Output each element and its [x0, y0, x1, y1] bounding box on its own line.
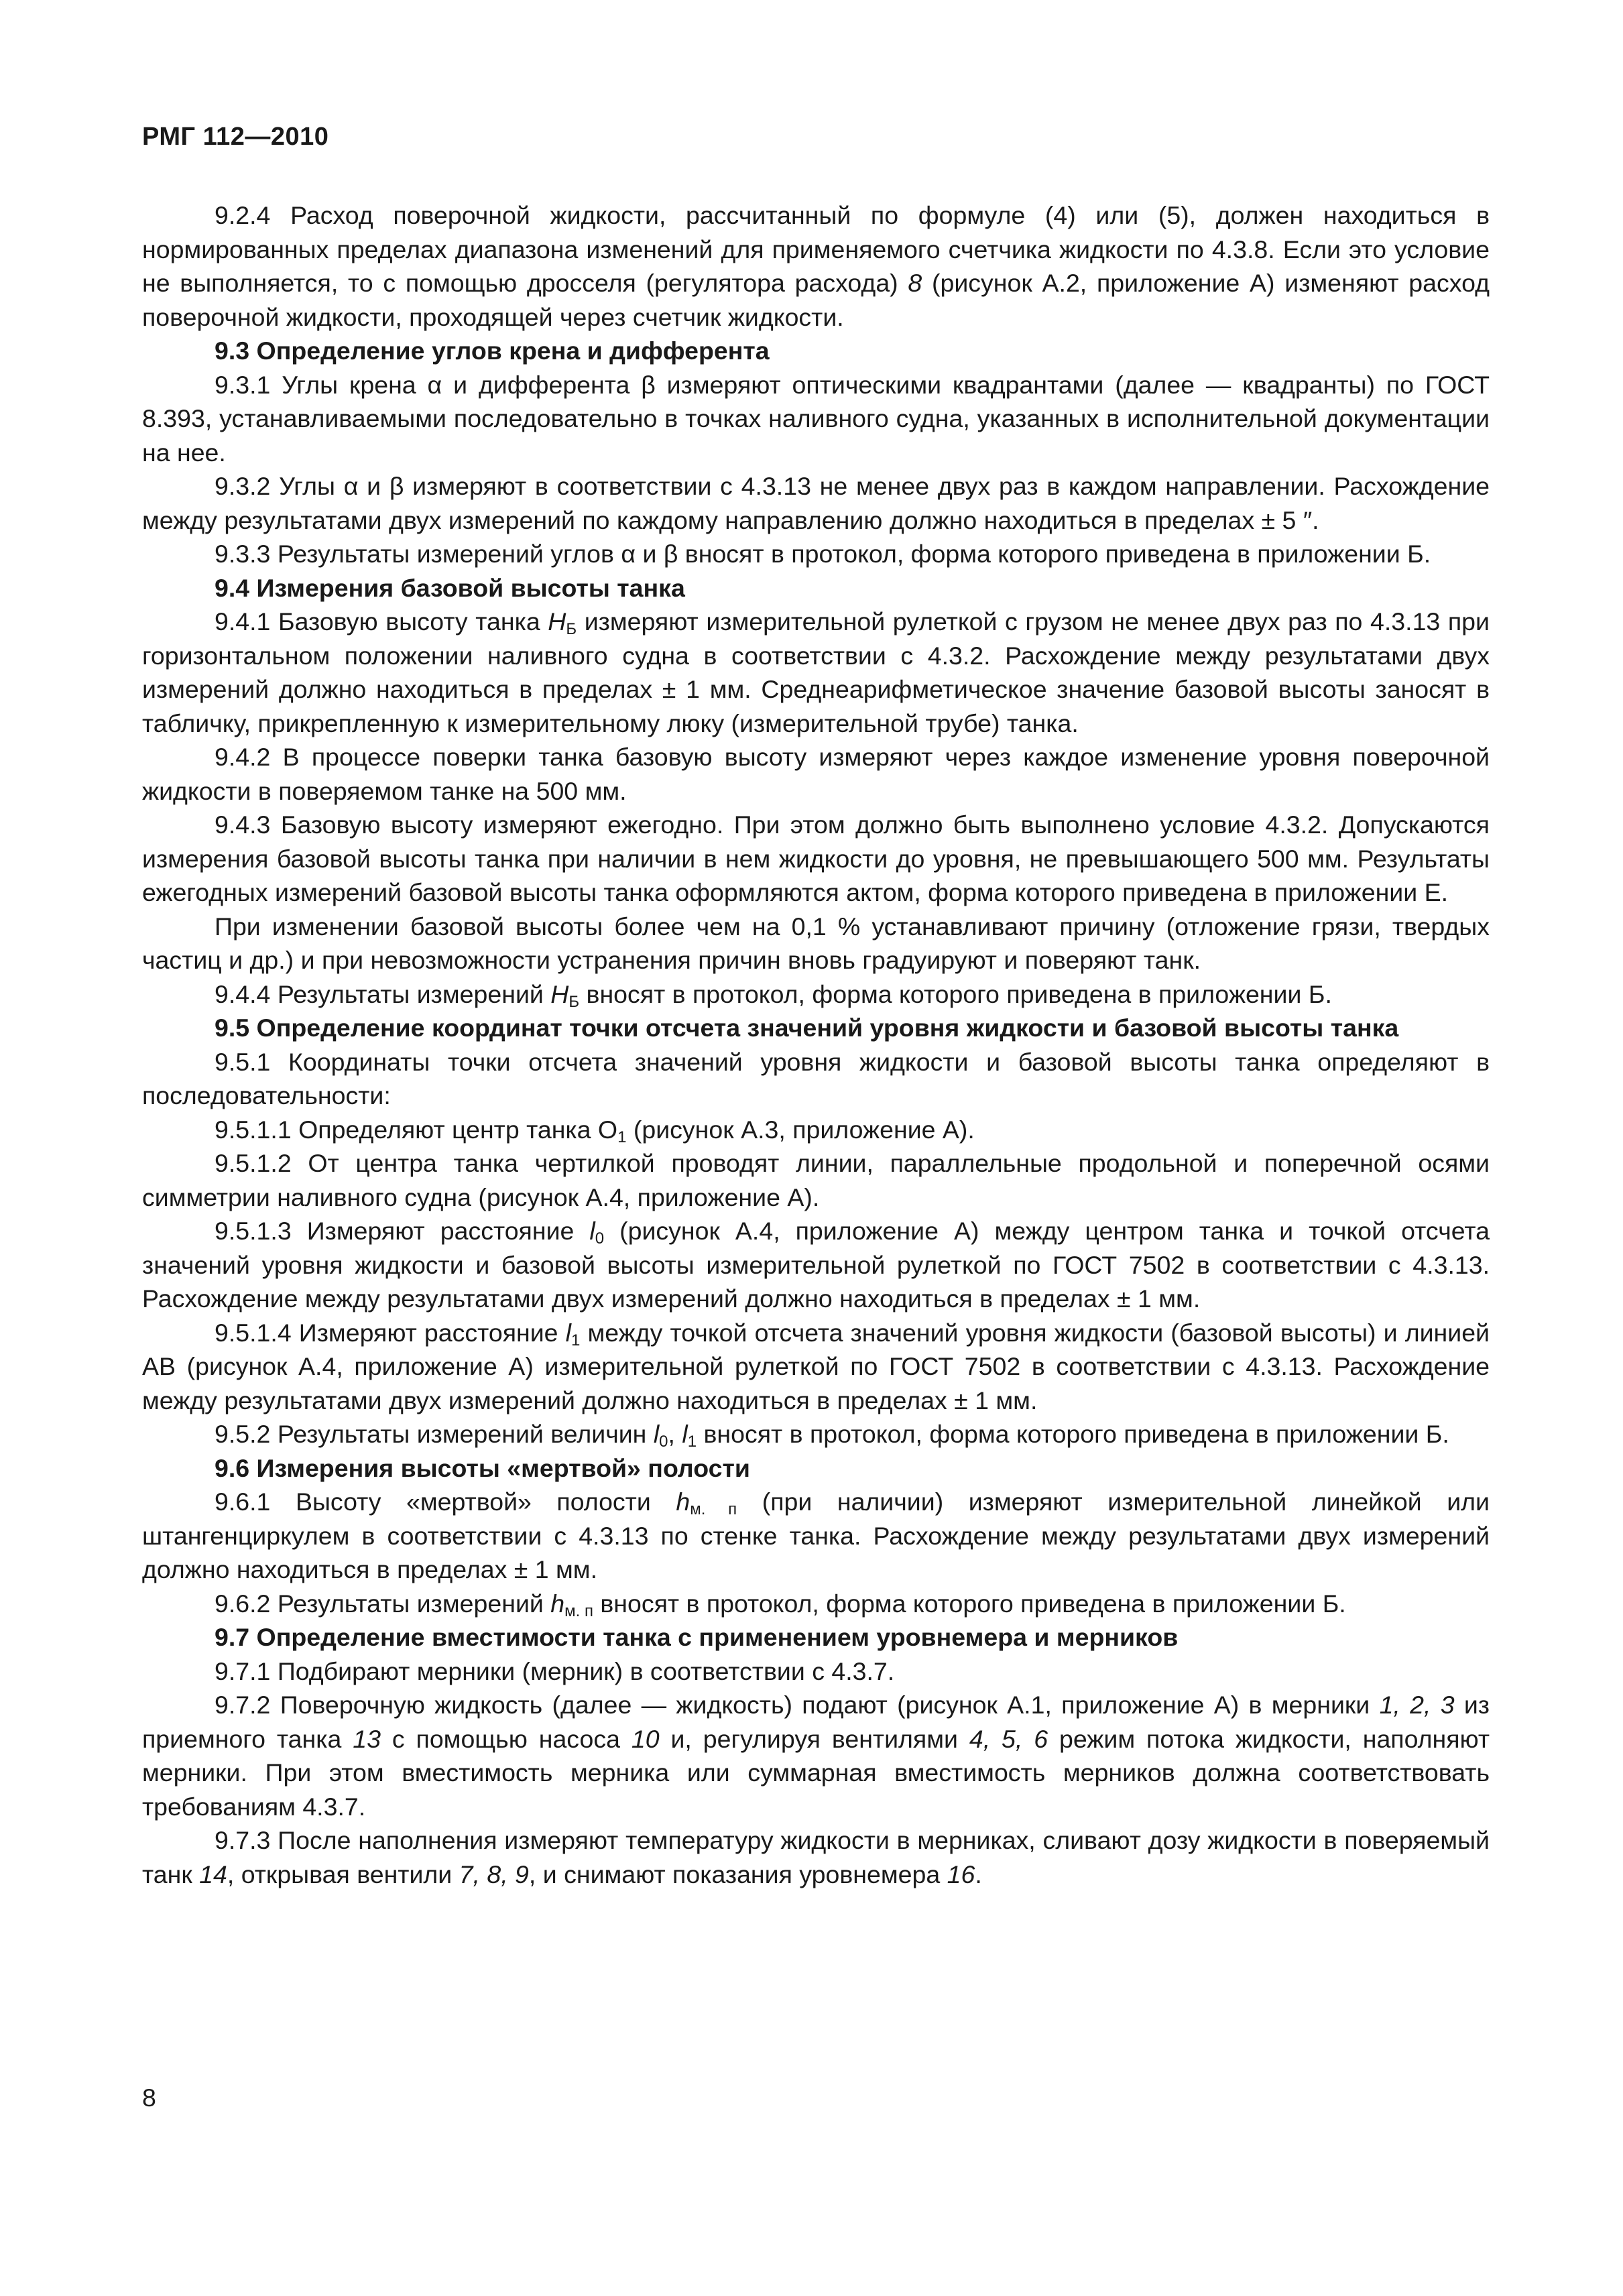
text-run: , открывая вентили — [227, 1860, 459, 1888]
symbol: l — [682, 1420, 688, 1448]
paragraph-9-6-2 — [142, 1587, 1490, 1621]
text-run: 9.5.1.3 Измеряют расстояние — [215, 1217, 590, 1245]
text-run: измеряют измерительной рулеткой с грузом не менее двух раз по 4.3.13 при горизонтальном положении наливного судна в соответствии с 4.3.2. Расхождение между результатами двух измерений должно находиться в пределах ± 1 мм. Среднеарифметическое значение базовой высоты заносят в табличку, прикрепленную к измерительному люку (измерительной трубе) танка. — [142, 607, 1490, 737]
paragraph-9-3-1: 9.3.1 Углы крена α и дифферента β измеряют оптическими квадрантами (далее — квадранты) по ГОСТ 8.393, устанавливаемыми последовательно в точках наливного судна, указанных в исполнительной документации на нее. — [142, 370, 1490, 467]
section-heading-9-5: 9.5 Определение координат точки отсчета значений уровня жидкости и базовой высоты танка — [215, 1014, 1399, 1042]
text-run: . — [975, 1860, 982, 1888]
paragraph-9-4-1 — [142, 605, 1490, 740]
document-body — [142, 198, 1490, 1891]
text-run: 9.6.2 Результаты измерений — [215, 1589, 551, 1618]
text-run: и, регулируя вентилями — [659, 1724, 969, 1753]
ref-number: 1, 2, 3 — [1379, 1691, 1455, 1719]
symbol-subscript: 0 — [595, 1229, 605, 1248]
text-run: режим потока жидкости, наполняют мерники. При этом вместимость мерника или суммарная вместимость мерников должна соответствовать требованиям 4.3.7. — [142, 1724, 1490, 1821]
section-heading-9-7: 9.7 Определение вместимости танка с применением уровнемера и мерников — [215, 1623, 1179, 1651]
text-run: 9.4.1 Базовую высоту танка — [215, 607, 548, 636]
paragraph-9-5-1: 9.5.1 Координаты точки отсчета значений уровня жидкости и базовой высоты танка определяют в последовательности: — [142, 1047, 1490, 1109]
paragraph-9-4-3-note: При изменении базовой высоты более чем на 0,1 % устанавливают причину (отложение грязи, твердых частиц и др.) и при невозможности устранения причин вновь градуируют и поверяют танк. — [142, 912, 1490, 974]
ref-number: 13 — [353, 1724, 381, 1753]
paragraph-9-3-3: 9.3.3 Результаты измерений углов α и β вносят в протокол, форма которого приведена в приложении Б. — [215, 540, 1431, 568]
text-run: из приемного танка — [142, 1691, 1490, 1753]
ref-number: 10 — [631, 1724, 660, 1753]
paragraph-9-4-2: 9.4.2 В процессе поверки танка базовую высоту измеряют через каждое изменение уровня поверочной жидкости в поверяемом танке на 500 мм. — [142, 743, 1490, 805]
text-run: с помощью насоса — [380, 1724, 632, 1753]
ref-number: 4, 5, 6 — [969, 1724, 1048, 1753]
paragraph-9-2-4 — [142, 198, 1490, 334]
text-run: между точкой отсчета значений уровня жидкости (базовой высоты) и линией АВ (рисунок А.4, приложение А) измерительной рулеткой по ГОСТ 7502 в соответствии с 4.3.13. Расхождение между результатами двух измерений должно находиться в пределах ± 1 мм. — [142, 1318, 1490, 1414]
symbol: H — [548, 607, 566, 636]
text-run: (при наличии) измеряют измерительной линейкой или штангенциркулем в соответствии с 4.3.13 по стенке танка. Расхождение между результатами двух измерений должно находиться в пределах ± 1 мм. — [142, 1488, 1490, 1583]
text-run: 9.4.4 Результаты измерений — [215, 979, 551, 1008]
symbol-subscript: 0 — [659, 1433, 668, 1451]
text-run: вносят в протокол, форма которого приведена в приложении Б. — [593, 1589, 1346, 1618]
symbol-subscript: Б — [568, 992, 580, 1011]
text-run: , — [668, 1420, 682, 1448]
text-run: 9.5.1.1 Определяют центр танка O — [215, 1115, 618, 1144]
paragraph-9-5-1-4 — [142, 1316, 1490, 1418]
ref-number: 16 — [947, 1860, 975, 1888]
paragraph-9-4-3: 9.4.3 Базовую высоту измеряют ежегодно. При этом должно быть выполнено условие 4.3.2. Допускаются измерения базовой высоты танка при наличии в нем жидкости до уровня, не превышающего 500 мм. Результаты ежегодных измерений базовой высоты танка оформляются актом, форма которого приведена в приложении Е. — [142, 810, 1490, 906]
text-run: вносят в протокол, форма которого приведена в приложении Б. — [697, 1420, 1449, 1448]
section-heading-9-4: 9.4 Измерения базовой высоты танка — [215, 573, 685, 602]
symbol: l — [589, 1217, 595, 1245]
symbol-subscript: м. п — [564, 1602, 593, 1620]
text-run: (рисунок А.2, приложение А) изменяют расход поверочной жидкости, проходящей через счетчик жидкости. — [142, 269, 1490, 331]
paragraph-9-5-1-2: 9.5.1.2 От центра танка чертилкой проводят линии, параллельные продольной и поперечной осями симметрии наливного судна (рисунок А.4, приложение А). — [142, 1149, 1490, 1211]
text-run: 9.2.4 Расход поверочной жидкости, рассчитанный по формуле (4) или (5), должен находиться в нормированных пределах диапазона изменений для применяемого счетчика жидкости по 4.3.8. Если это условие не выполняется, то с помощью дросселя (регулятора расхода) — [142, 201, 1490, 297]
symbol: h — [676, 1488, 690, 1516]
paragraph-9-6-1 — [142, 1485, 1490, 1587]
symbol-subscript: Б — [566, 620, 577, 638]
paragraph-9-7-2 — [142, 1688, 1490, 1823]
symbol-subscript: 1 — [571, 1331, 581, 1349]
paragraph-9-7-3 — [142, 1823, 1490, 1891]
paragraph-9-5-1-1 — [142, 1113, 1490, 1147]
text-run: (рисунок А.3, приложение А). — [626, 1115, 975, 1144]
text-run: 9.7.3 После наполнения измеряют температуру жидкости в мерниках, сливают дозу жидкости в поверяемый танк — [142, 1826, 1490, 1888]
text-run: (рисунок А.4, приложение А) между центром танка и точкой отсчета значений уровня жидкости и базовой высоты измерительной рулеткой по ГОСТ 7502 в соответствии с 4.3.13. Расхождение между результатами двух измерений должно находиться в пределах ± 1 мм. — [142, 1217, 1490, 1313]
text-run: 9.6.1 Высоту «мертвой» полости — [215, 1488, 676, 1516]
section-heading-9-3: 9.3 Определение углов крена и дифферента — [215, 337, 770, 365]
document-code-header: РМГ 112—2010 — [142, 123, 329, 151]
paragraph-9-4-4 — [142, 977, 1490, 1012]
symbol-subscript: 1 — [617, 1128, 627, 1146]
ref-number: 8 — [908, 269, 922, 297]
symbol: l — [653, 1420, 660, 1448]
ref-number: 7, 8, 9 — [459, 1860, 529, 1888]
text-run: 9.5.1.4 Измеряют расстояние — [215, 1318, 566, 1347]
paragraph-9-5-1-3 — [142, 1214, 1490, 1316]
paragraph-9-3-2: 9.3.2 Углы α и β измеряют в соответствии с 4.3.13 не менее двух раз в каждом направлении. Расхождение между результатами двух измерений по каждому направлению должно находиться в пределах ± 5 ″. — [142, 472, 1490, 534]
section-heading-9-6: 9.6 Измерения высоты «мертвой» полости — [215, 1453, 750, 1482]
symbol-subscript: м. п — [690, 1500, 737, 1518]
symbol: h — [550, 1589, 565, 1618]
page-number: 8 — [142, 2083, 156, 2112]
text-run: вносят в протокол, форма которого приведена в приложении Б. — [579, 979, 1332, 1008]
symbol-subscript: 1 — [687, 1433, 697, 1451]
symbol: H — [550, 979, 569, 1008]
symbol: l — [565, 1318, 571, 1347]
paragraph-9-5-2 — [142, 1417, 1490, 1451]
text-run: , и снимают показания уровнемера — [528, 1860, 947, 1888]
ref-number: 14 — [199, 1860, 227, 1888]
text-run: 9.7.2 Поверочную жидкость (далее — жидкость) подают (рисунок А.1, приложение А) в мерники — [215, 1691, 1380, 1719]
paragraph-9-7-1: 9.7.1 Подбирают мерники (мерник) в соответствии с 4.3.7. — [215, 1656, 895, 1685]
text-run: 9.5.2 Результаты измерений величин — [215, 1420, 654, 1448]
